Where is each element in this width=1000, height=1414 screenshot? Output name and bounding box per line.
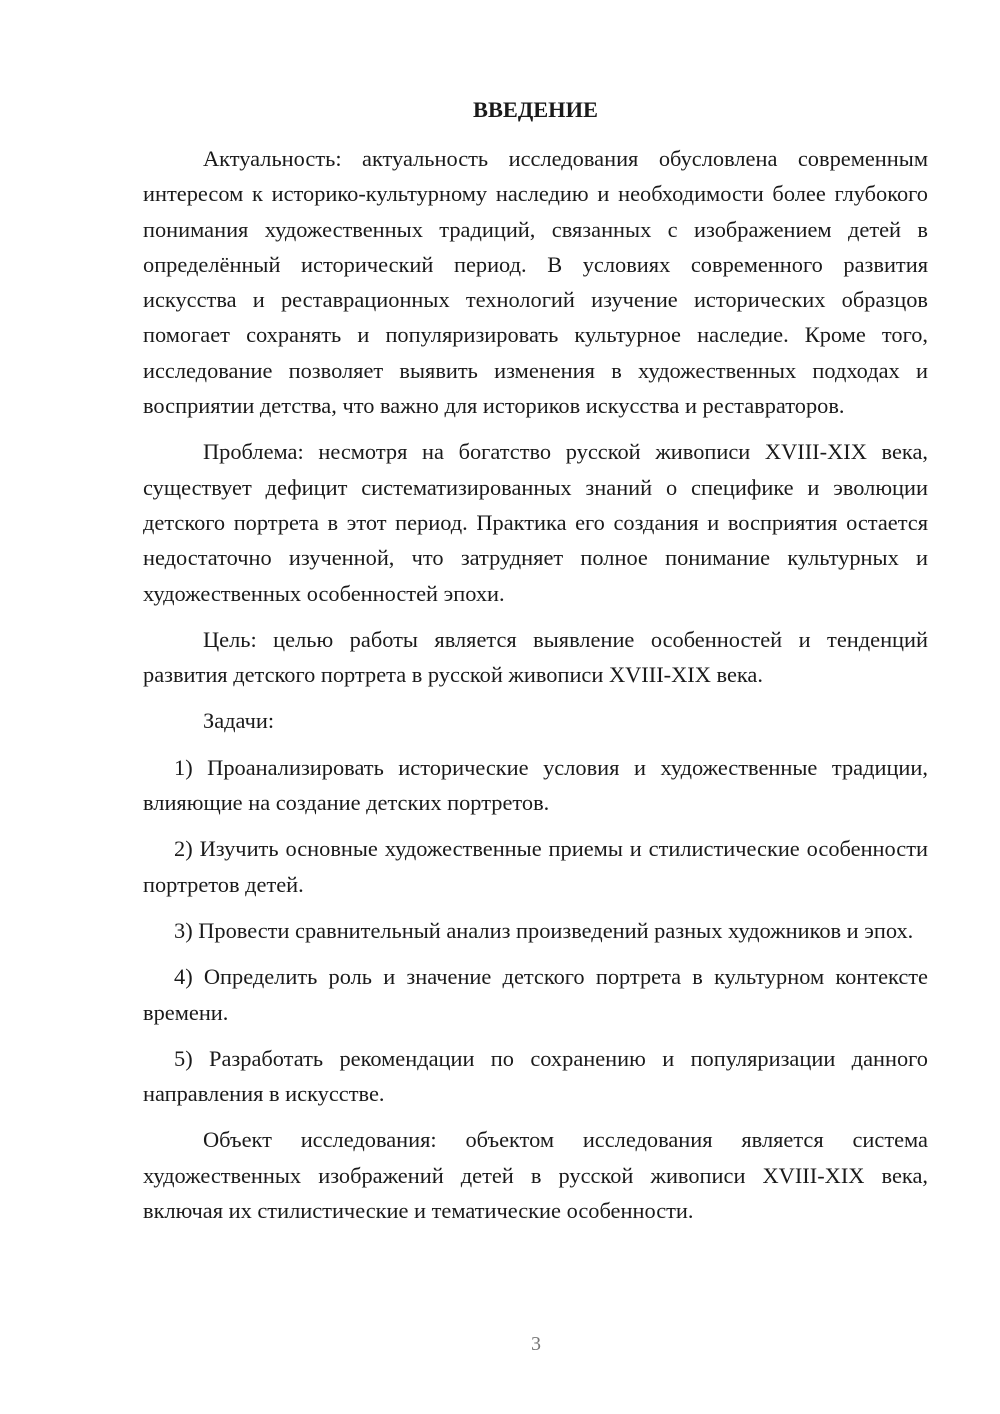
task-item-2: 2) Изучить основные художественные приемы и стилистические особенности портретов детей.	[143, 836, 928, 897]
task-item-5: 5) Разработать рекомендации по сохранению и популяризации данного направления в искусстве.	[143, 1045, 928, 1107]
page-number: 3	[531, 1333, 541, 1355]
relevance-paragraph: Актуальность: актуальность исследования обусловлена современным интересом к историко-культурному наследию и необходимости более глубокого понимания художественных традиций, связанных с изображением детей в определённый исторический период. В условиях современного развития искусства и реставрационных технологий изучение исторических образцов помогает сохранять и популяризировать культурное наследие. Кроме того, исследование позволяет выявить изменения в художественных подходах и восприятии детства, что важно для историков искусства и реставраторов.	[143, 146, 928, 419]
problem-paragraph: Проблема: несмотря на богатство русской живописи XVIII-XIX века, существует дефицит систематизированных знаний о специфике и эволюции детского портрета в этот период. Практика его создания и восприятия остается недостаточно изученной, что затрудняет полное понимание культурных и художественных особенностей эпохи.	[143, 439, 928, 606]
page-content	[143, 95, 928, 1239]
object-paragraph: Объект исследования: объектом исследования является система художественных изображений детей в русской живописи XVIII-XIX века, включая их стилистические и тематические особенности.	[143, 1127, 928, 1224]
tasks-label: Задачи:	[203, 708, 275, 734]
task-item-4: 4) Определить роль и значение детского портрета в культурном контексте времени.	[143, 964, 928, 1025]
section-heading: ВВЕДЕНИЕ	[473, 97, 598, 122]
goal-paragraph: Цель: целью работы является выявление особенностей и тенденций развития детского портрета в русской живописи XVIII-XIX века.	[143, 626, 928, 688]
task-item-1: 1) Проанализировать исторические условия и художественные традиции, влияющие на создание детских портретов.	[143, 754, 928, 816]
task-item-3: 3) Провести сравнительный анализ произведений разных художников и эпох.	[174, 917, 914, 943]
